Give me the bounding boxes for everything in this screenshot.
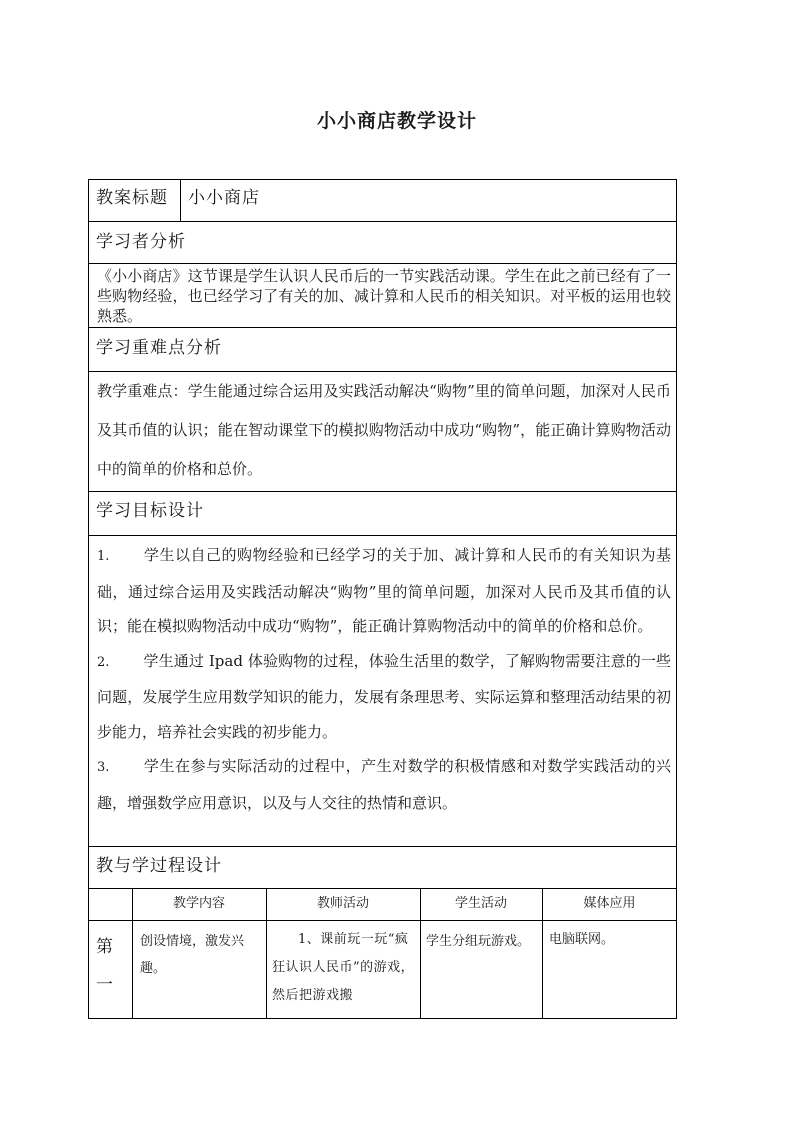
objective-text: 学生通过 Ipad 体验购物的过程，体验生活里的数学，了解购物需要注意的一些问题，发展学生应用数学知识的能力，发展有条理思考、实际运算和整理活动结果的初步能力，培养社会实践的初步能力。 <box>97 651 671 741</box>
col-header-student: 学生活动 <box>454 896 507 911</box>
objectives-heading: 学习目标设计 <box>96 501 204 521</box>
col-header-media: 媒体应用 <box>583 896 636 911</box>
objective-number: 2. <box>97 654 110 670</box>
content-cell: 创设情境，激发兴趣。 <box>140 934 245 976</box>
col-header-content: 教学内容 <box>172 896 225 911</box>
learner-heading: 学习者分析 <box>96 232 186 252</box>
objective-text: 学生以自己的购物经验和已经学习的关于加、减计算和人民币的有关知识为基础，通过综合运用及实践活动解决“购物”里的简单问题，加深对人民币及其币值的认识；能在模拟购物活动中成功“购物”，能正确计算购物活动中的简单的价格和总价。 <box>97 546 671 635</box>
stage-cell: 第一 <box>96 937 113 995</box>
page-title: 小小商店教学设计 <box>316 110 477 132</box>
row-divider <box>88 920 677 921</box>
col-divider <box>180 179 181 221</box>
row-divider <box>88 888 677 889</box>
col-header-teacher: 教师活动 <box>316 896 369 911</box>
process-heading: 教与学过程设计 <box>96 856 222 876</box>
teacher-cell: 1、课前玩一玩“疯狂认识人民币”的游戏，然后把游戏搬 <box>272 932 415 1003</box>
objective-number: 1. <box>97 549 110 564</box>
key-points-text: 教学重难点：学生能通过综合运用及实践活动解决“购物”里的简单问题，加深对人民币及其币值的认识；能在智动课堂下的模拟购物活动中成功“购物”，能正确计算购物活动中的简单的价格和总价。 <box>97 382 671 478</box>
lesson-title-label: 教案标题 <box>96 188 168 208</box>
row-divider <box>88 535 677 536</box>
objective-item <box>97 749 671 820</box>
row-divider <box>88 221 677 222</box>
learner-text: 《小小商店》这节课是学生认识人民币后的一节实践活动课。学生在此之前已经有了一些购物经验，也已经学习了有关的加、减计算和人民币的相关知识。对平板的运用也较熟悉。 <box>97 267 671 325</box>
row-divider <box>88 846 677 847</box>
row-divider <box>88 327 677 328</box>
objective-item <box>97 644 671 750</box>
media-cell: 电脑联网。 <box>549 932 615 947</box>
objective-text: 学生在参与实际活动的过程中，产生对数学的积极情感和对数学实践活动的兴趣，增强数学应用意识，以及与人交往的热情和意识。 <box>97 757 671 812</box>
objectives-list <box>97 538 671 820</box>
student-cell: 学生分组玩游戏。 <box>426 934 531 949</box>
lesson-title-value: 小小商店 <box>188 188 260 208</box>
objective-item <box>97 538 671 644</box>
objective-number: 3. <box>97 760 110 775</box>
key-points-heading: 学习重难点分析 <box>96 338 222 358</box>
row-divider <box>88 491 677 492</box>
row-divider <box>88 263 677 264</box>
